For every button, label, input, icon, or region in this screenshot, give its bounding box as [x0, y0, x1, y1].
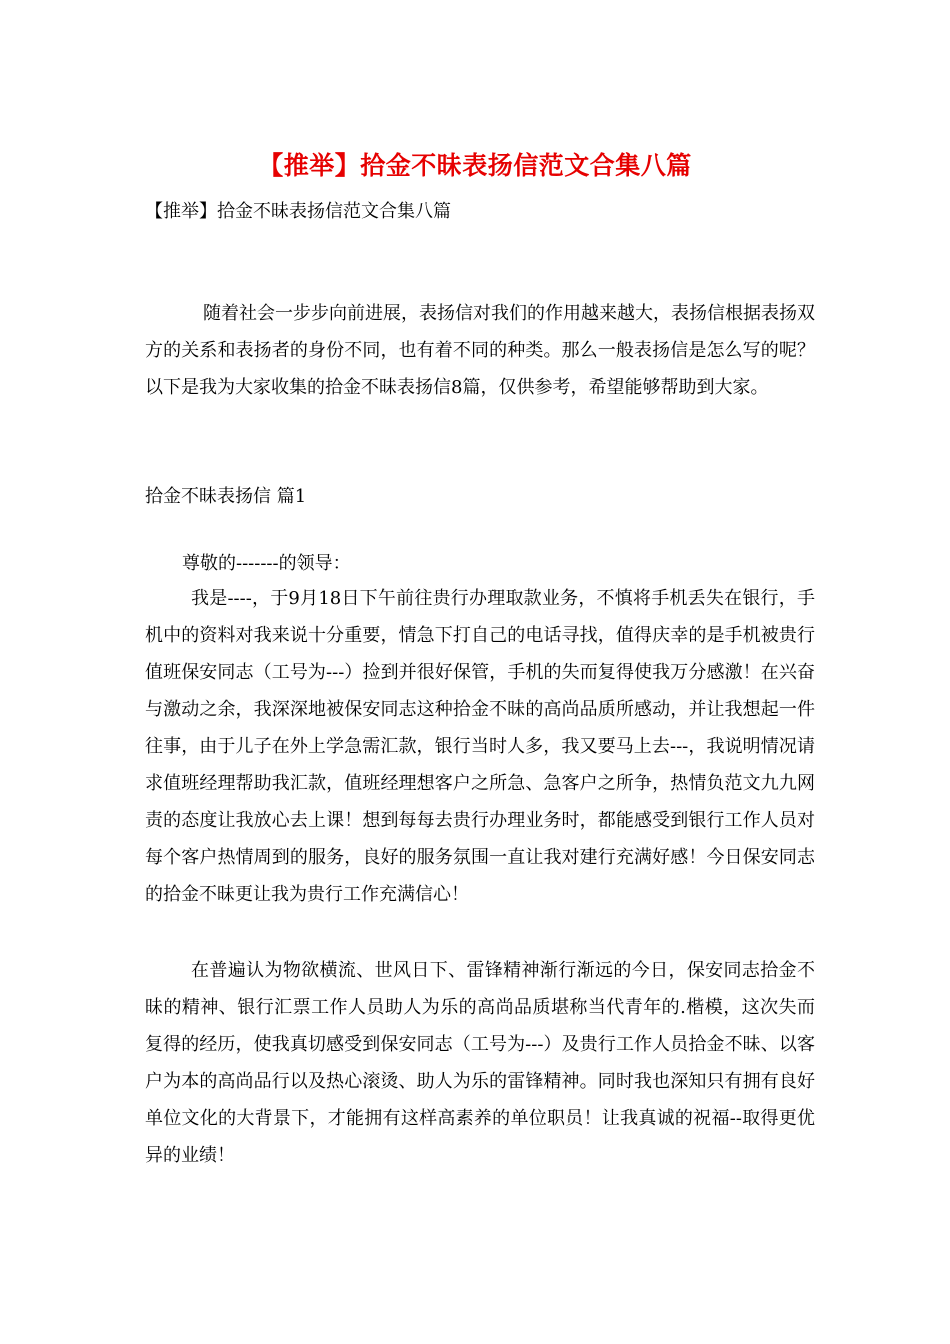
letter-salutation: 尊敬的-------的领导：	[182, 553, 351, 574]
letter-body-paragraph: 我是----，于9月18日下午前往贵行办理取款业务，不慎将手机丢失在银行，手机中的资料对我来说十分重要，情急下打自己的电话寻找，值得庆幸的是手机被贵行值班保安同志（工号为---）捡到并很好保管，手机的失而复得使我万分感激！在兴奋与激动之余，我深深地被保安同志这种拾金不昧的高尚品质所感动，并让我想起一件往事，由于儿子在外上学急需汇款，银行当时人多，我又要马上去---，我说明情况请求值班经理帮助我汇款，值班经理想客户之所急、急客户之所争，热情负范文九九网责的态度让我放心去上课！想到每每去贵行办理业务时，都能感受到银行工作人员对每个客户热情周到的服务，良好的服务氛围一直让我对建行充满好感！今日保安同志的拾金不昧更让我为贵行工作充满信心！	[145, 588, 815, 905]
document-subtitle: 【推举】拾金不昧表扬信范文合集八篇	[145, 201, 451, 222]
letter-body-paragraph: 在普遍认为物欲横流、世风日下、雷锋精神渐行渐远的今日，保安同志拾金不昧的精神、银行汇票工作人员助人为乐的高尚品质堪称当代青年的.楷模，这次失而复得的经历，使我真切感受到保安同志（工号为---）及贵行工作人员拾金不昧、以客户为本的高尚品行以及热心滚烫、助人为乐的雷锋精神。同时我也深知只有拥有良好单位文化的大背景下，才能拥有这样高素养的单位职员！让我真诚的祝福--取得更优异的业绩！	[145, 960, 815, 1166]
section-heading: 拾金不昧表扬信 篇1	[145, 486, 307, 507]
intro-paragraph: 随着社会一步步向前进展，表扬信对我们的作用越来越大，表扬信根据表扬双方的关系和表扬者的身份不同，也有着不同的种类。那么一般表扬信是怎么写的呢？以下是我为大家收集的拾金不昧表扬信8篇，仅供参考，希望能够帮助到大家。	[145, 303, 815, 398]
document-title: 【推举】拾金不昧表扬信范文合集八篇	[258, 151, 692, 180]
